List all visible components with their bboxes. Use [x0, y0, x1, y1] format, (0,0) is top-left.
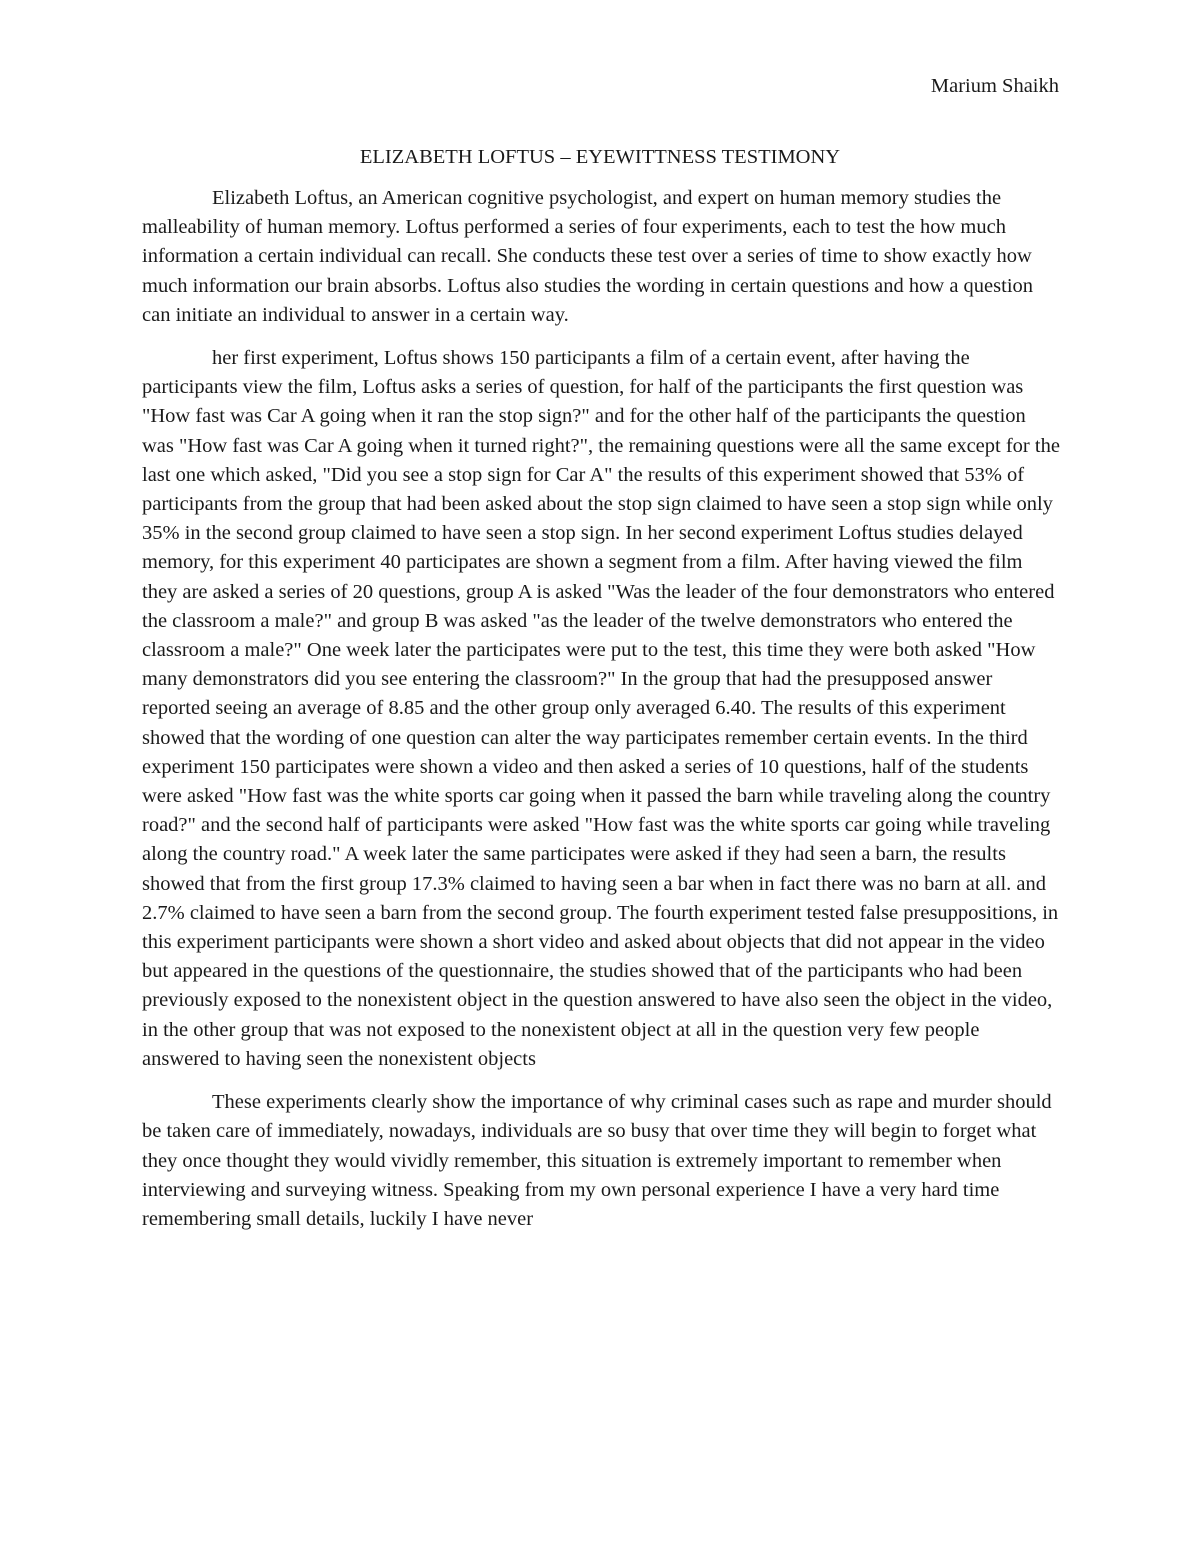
author-name: Marium Shaikh — [930, 75, 1059, 97]
paragraph-experiments: her first experiment, Loftus shows 150 participants a film of a certain event, after having the participants view the film, Loftus asks a series of question, for half of the participants the first question was "How fast was Car A going when it ran the stop sign?" and for the other half of the participants the question was "How fast was Car A going when it turned right?", the remaining questions were all the same except for the last one which asked, "Did you see a stop sign for Car A" the results of this experiment showed that 53% of participants from the group that had been asked about the stop sign claimed to have seen a stop sign while only 35% in the second group claimed to have seen a stop sign. In her second experiment Loftus studies delayed memory, for this experiment 40 participates are shown a segment from a film. After having viewed the film they are asked a series of 20 questions, group A is asked "Was the leader of the four demonstrators who entered the classroom a male?" and group B was asked "as the leader of the twelve demonstrators who entered the classroom a male?" One week later the participates were put to the test, this time they were both asked "How many demonstrators did you see entering the classroom?" In the group that had the presupposed answer reported seeing an average of 8.85 and the other group only averaged 6.40. The results of this experiment showed that the wording of one question can alter the way participates remember certain events. In the third experiment 150 participates were shown a video and then asked a series of 10 questions, half of the students were asked "How fast was the white sports car going when it passed the barn while traveling along the country road?" and the second half of participants were asked "How fast was the white sports car going while traveling along the country road." A week later the same participates were asked if they had seen a barn, the results showed that from the first group 17.3% claimed to having seen a bar when in fact there was no barn at all. and 2.7% claimed to have seen a barn from the second group. The fourth experiment tested false presuppositions, in this experiment participants were shown a short video and asked about objects that did not appear in the video but appeared in the questions of the questionnaire, the studies showed that of the participants who had been previously exposed to the nonexistent object in the question answered to have also seen the object in the video, in the other group that was not exposed to the nonexistent object at all in the question very few people answered to having seen the nonexistent objects — [142, 347, 1060, 1070]
paragraph-intro: Elizabeth Loftus, an American cognitive psychologist, and expert on human memory studies the malleability of human memory. Loftus performed a series of four experiments, each to test the how much information a certain individual can recall. She conducts these test over a series of time to show exactly how much information our brain absorbs. Loftus also studies the wording in certain questions and how a question can initiate an individual to answer in a certain way. — [142, 187, 1034, 326]
paragraph-conclusion: These experiments clearly show the importance of why criminal cases such as rape and murder should be taken care of immediately, nowadays, individuals are so busy that over time they will begin to forget what they once thought they would vividly remember, this situation is extremely important to remember when interviewing and surveying witness. Speaking from my own personal experience I have a very hard time remembering small details, luckily I have never — [142, 1091, 1052, 1230]
document-title: ELIZABETH LOFTUS – EYEWITTNESS TESTIMONY — [359, 146, 841, 168]
document-body — [142, 184, 1060, 1248]
